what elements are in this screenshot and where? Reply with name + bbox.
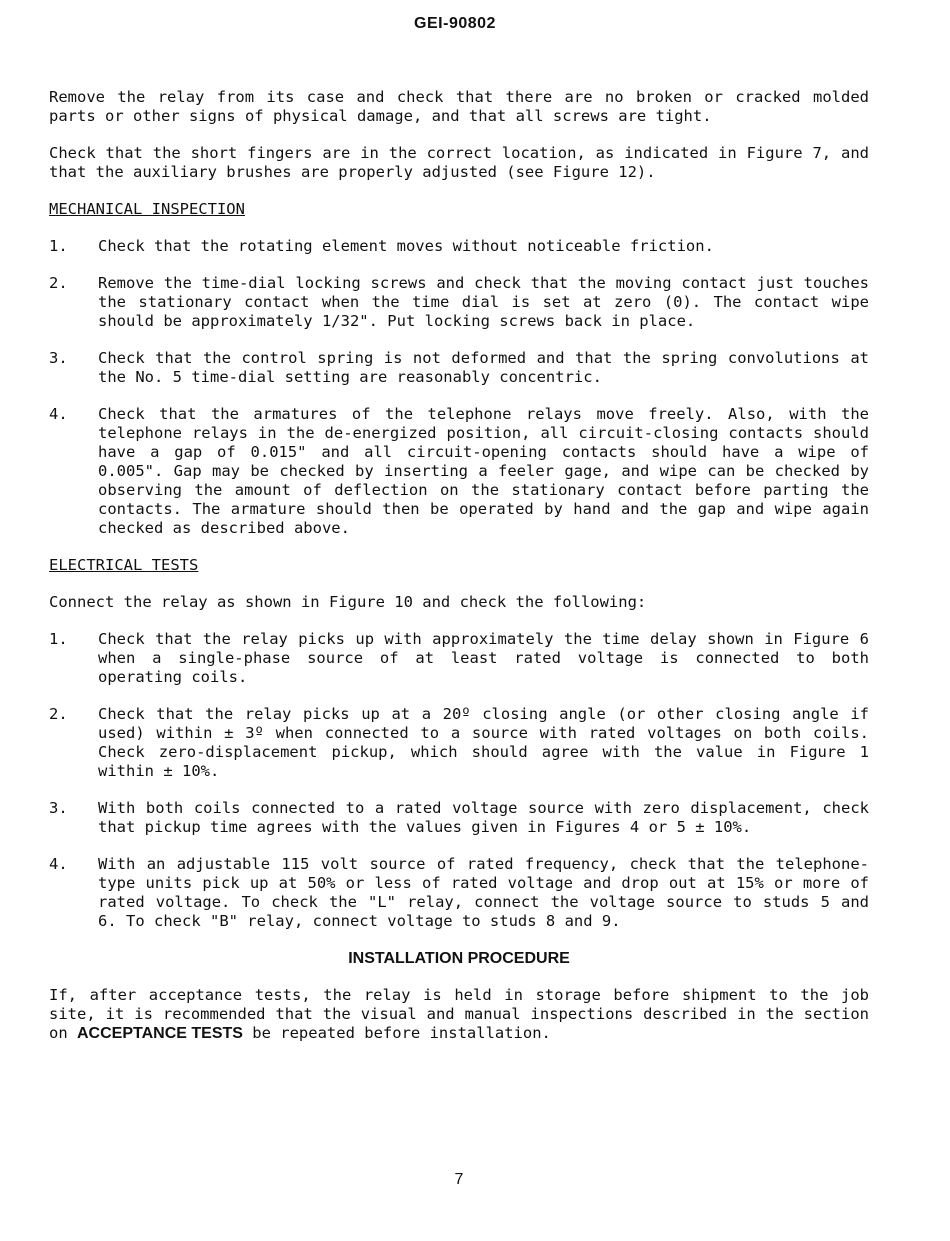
step-number: 1.: [49, 237, 68, 255]
mechanical-inspection-heading: MECHANICAL INSPECTION: [49, 200, 245, 218]
document-number: GEI-90802: [414, 15, 496, 32]
step-number: 3.: [49, 799, 68, 817]
electrical-step-1: [49, 630, 869, 687]
installation-procedure-heading: INSTALLATION PROCEDURE: [348, 950, 570, 967]
mechanical-step-4: [49, 405, 869, 538]
electrical-step-2: [49, 705, 869, 781]
intro-paragraph-1: Remove the relay from its case and check that there are no broken or cracked molded parts or other signs of physical damage, and that all screws are tight.: [49, 88, 869, 125]
electrical-tests-list: [49, 630, 869, 931]
step-text: Check that the relay picks up with approximately the time delay shown in Figure 6 when a single-phase source of at least rated voltage is connected to both operating coils.: [98, 630, 869, 686]
acceptance-tests-reference: ACCEPTANCE TESTS: [77, 1025, 243, 1042]
step-number: 2.: [49, 705, 68, 723]
step-text: Check that the control spring is not deformed and that the spring convolutions at the No. 5 time-dial setting are reasonably concentric.: [98, 349, 869, 386]
installation-paragraph: [49, 986, 869, 1043]
step-text: With both coils connected to a rated voltage source with zero displacement, check that pickup time agrees with the values given in Figures 4 or 5 ± 10%.: [98, 799, 869, 836]
electrical-step-4: [49, 855, 869, 931]
step-number: 3.: [49, 349, 68, 367]
electrical-tests-heading: ELECTRICAL TESTS: [49, 556, 199, 574]
mechanical-step-2: [49, 274, 869, 331]
installation-text-after: be repeated before installation.: [242, 1024, 551, 1042]
step-number: 1.: [49, 630, 68, 648]
step-number: 4.: [49, 855, 68, 873]
step-text: Check that the relay picks up at a 20º closing angle (or other closing angle if used) within ± 3º when connected to a source with rated voltages on both coils. Check zero-displacement pickup, which should agree with the value in Figure 1 within ± 10%.: [98, 705, 869, 780]
step-text: Remove the time-dial locking screws and check that the moving contact just touches the stationary contact when the time dial is set at zero (0). The contact wipe should be approximately 1/32". Put locking screws back in place.: [98, 274, 869, 330]
mechanical-inspection-list: [49, 237, 869, 538]
mechanical-step-3: [49, 349, 869, 387]
step-number: 4.: [49, 405, 68, 423]
mechanical-step-1: [49, 237, 869, 256]
step-text: Check that the rotating element moves without noticeable friction.: [98, 237, 714, 255]
step-text: With an adjustable 115 volt source of rated frequency, check that the telephone-type units pick up at 50% or less of rated voltage and drop out at 15% or more of rated voltage. To check the "L" relay, connect the voltage source to studs 5 and 6. To check "B" relay, connect voltage to studs 8 and 9.: [98, 855, 869, 930]
step-text: Check that the armatures of the telephone relays move freely. Also, with the telephone relays in the de-energized position, all circuit-closing contacts should have a gap of 0.015" and all circuit-opening contacts should have a wipe of 0.005". Gap may be checked by inserting a feeler gage, and wipe can be checked by observing the amount of deflection on the stationary contact before parting the contacts. The armature should then be operated by hand and the gap and wipe again checked as described above.: [98, 405, 869, 537]
electrical-intro: Connect the relay as shown in Figure 10 and check the following:: [49, 593, 647, 611]
page-content: [49, 88, 869, 1061]
intro-paragraph-2: Check that the short fingers are in the correct location, as indicated in Figure 7, and that the auxiliary brushes are properly adjusted (see Figure 12).: [49, 144, 869, 181]
installation-text-before: If, after acceptance tests, the relay is held in storage before shipment to the job site, it is recommended that the visual and manual inspections described in the section on: [49, 986, 869, 1042]
electrical-step-3: [49, 799, 869, 837]
page-number: 7: [454, 1171, 464, 1188]
step-number: 2.: [49, 274, 68, 292]
